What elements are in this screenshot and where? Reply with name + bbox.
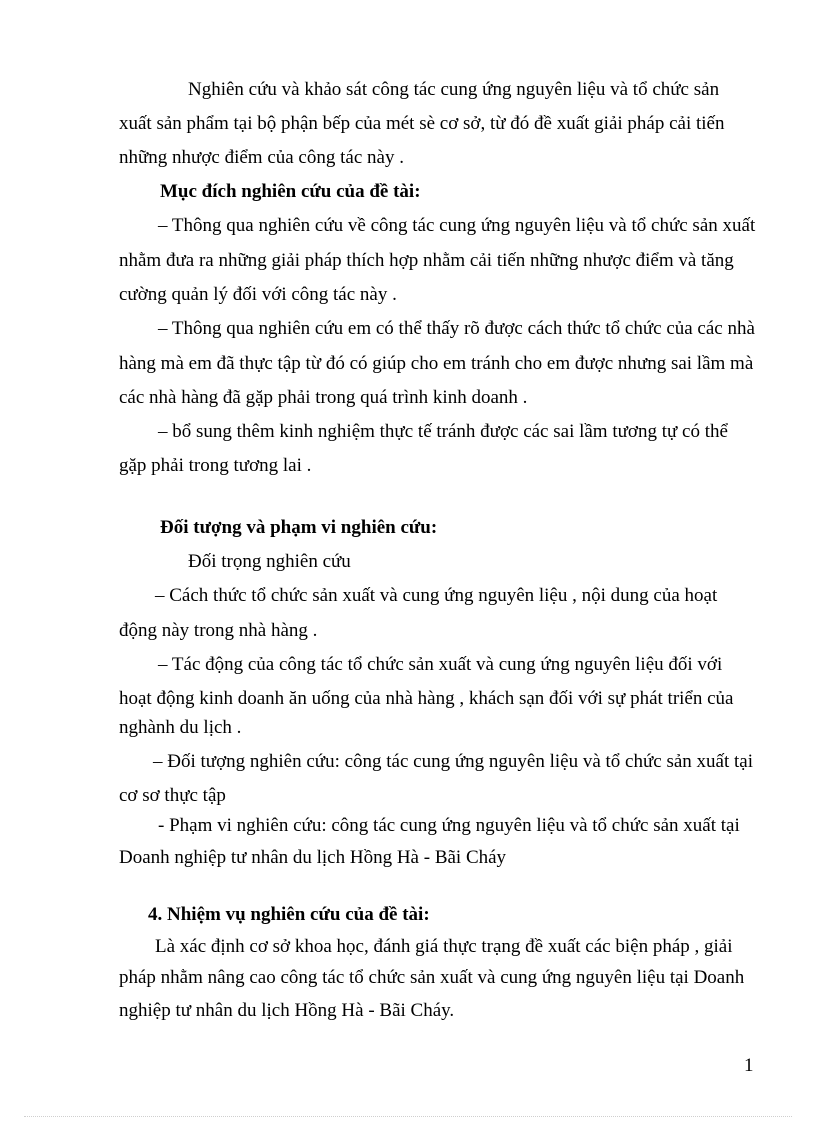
purpose-1-line-1: – Thông qua nghiên cứu về công tác cung ứng nguyên liệu và tổ chức sản xuất — [158, 215, 756, 236]
scope-3-line-1: – Đối tượng nghiên cứu: công tác cung ứng nguyên liệu và tổ chức sản xuất tại — [153, 751, 753, 772]
scope-2-line-2: hoạt động kinh doanh ăn uống của nhà hàng , khách sạn đối với sự phát triển của — [119, 688, 734, 709]
purpose-2-line-2: hàng mà em đã thực tập từ đó có giúp cho em tránh cho em được nhưng sai lầm mà — [119, 353, 754, 374]
tasks-line-2: pháp nhằm nâng cao công tác tổ chức sản xuất và cung ứng nguyên liệu tại Doanh — [119, 967, 745, 988]
page-bottom-rule — [24, 1116, 792, 1117]
tasks-line-1: Là xác định cơ sở khoa học, đánh giá thực trạng đề xuất các biện pháp , giải — [155, 936, 733, 957]
scope-subheading: Đối trọng nghiên cứu — [188, 551, 351, 572]
purpose-2-line-1: – Thông qua nghiên cứu em có thể thấy rõ được cách thức tổ chức của các nhà — [158, 318, 755, 339]
purpose-1-line-3: cường quản lý đối với công tác này . — [119, 284, 397, 305]
scope-2-line-1: – Tác động của công tác tổ chức sản xuất và cung ứng nguyên liệu đối với — [158, 654, 723, 675]
scope-3-line-2: cơ sơ thực tập — [119, 785, 226, 806]
tasks-line-3: nghiệp tư nhân du lịch Hồng Hà - Bãi Cháy. — [119, 1000, 455, 1021]
intro-line-3: những nhược điểm của công tác này . — [119, 147, 404, 168]
intro-line-2: xuất sản phẩm tại bộ phận bếp của mét sè cơ sở, từ đó đề xuất giải pháp cải tiến — [119, 113, 725, 134]
purpose-3-line-2: gặp phải trong tương lai . — [119, 455, 312, 476]
scope-4-line-2: Doanh nghiệp tư nhân du lịch Hồng Hà - Bãi Cháy — [119, 847, 507, 868]
tasks-heading: 4. Nhiệm vụ nghiên cứu của đề tài: — [148, 904, 430, 925]
purpose-2-line-3: các nhà hàng đã gặp phải trong quá trình kinh doanh . — [119, 387, 528, 408]
page-number: 1 — [744, 1055, 754, 1076]
scope-heading: Đối tượng và phạm vi nghiên cứu: — [160, 517, 438, 538]
purpose-1-line-2: nhằm đưa ra những giải pháp thích hợp nhằm cải tiến những nhược điểm và tăng — [119, 250, 734, 271]
purpose-3-line-1: – bổ sung thêm kinh nghiệm thực tế tránh được các sai lầm tương tự có thể — [158, 421, 728, 442]
scope-1-line-2: động này trong nhà hàng . — [119, 620, 318, 641]
intro-line-1: Nghiên cứu và khảo sát công tác cung ứng nguyên liệu và tổ chức sản — [188, 79, 720, 100]
scope-4-line-1: - Phạm vi nghiên cứu: công tác cung ứng nguyên liệu và tổ chức sản xuất tại — [158, 815, 740, 836]
purpose-heading: Mục đích nghiên cứu của đề tài: — [160, 181, 421, 202]
scope-2-line-3: nghành du lịch . — [119, 717, 242, 738]
scope-1-line-1: – Cách thức tổ chức sản xuất và cung ứng nguyên liệu , nội dung của hoạt — [155, 585, 718, 606]
